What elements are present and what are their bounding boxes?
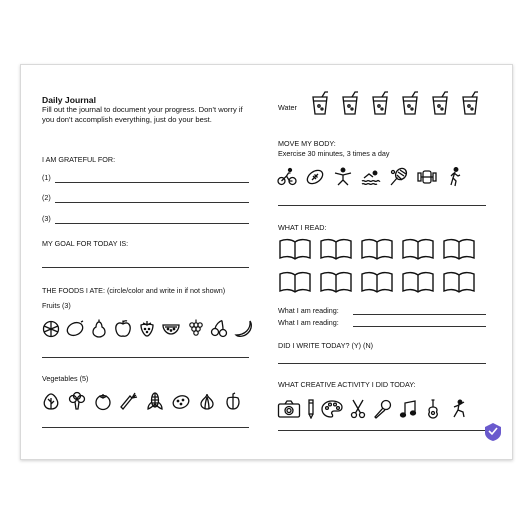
grateful-item-3: (3) <box>42 214 51 223</box>
tennis-icon[interactable] <box>389 167 409 187</box>
books-row-2 <box>278 271 476 293</box>
book-icon[interactable] <box>360 271 394 293</box>
reading-line-2[interactable] <box>353 326 486 327</box>
water-cup-icon[interactable] <box>401 91 419 115</box>
microphone-icon[interactable] <box>373 399 393 419</box>
guitar-icon[interactable] <box>423 399 443 419</box>
books-row-1 <box>278 238 476 260</box>
vegetables-line[interactable] <box>42 427 249 428</box>
book-icon[interactable] <box>442 271 476 293</box>
book-icon[interactable] <box>442 238 476 260</box>
cycling-icon[interactable] <box>277 167 297 187</box>
watermelon-icon[interactable] <box>161 318 181 338</box>
exercise-row <box>277 167 465 187</box>
journal-title: Daily Journal <box>42 95 96 105</box>
publisher-logo <box>483 422 503 442</box>
reading-label-2: What I am reading: <box>278 318 339 327</box>
grateful-line-3[interactable] <box>55 223 249 224</box>
lettuce-icon[interactable] <box>41 391 61 411</box>
grateful-item-2: (2) <box>42 193 51 202</box>
carrot-icon[interactable] <box>119 391 139 411</box>
fruits-line[interactable] <box>42 357 249 358</box>
swimming-icon[interactable] <box>361 167 381 187</box>
cherries-icon[interactable] <box>209 318 229 338</box>
fruits-label: Fruits (3) <box>42 301 71 310</box>
write-line[interactable] <box>278 363 486 364</box>
apple-icon[interactable] <box>113 318 133 338</box>
stretching-icon[interactable] <box>333 167 353 187</box>
water-label: Water <box>278 103 297 112</box>
book-icon[interactable] <box>319 238 353 260</box>
reading-label-1: What I am reading: <box>278 306 339 315</box>
corn-icon[interactable] <box>145 391 165 411</box>
grateful-item-1: (1) <box>42 173 51 182</box>
orange-icon[interactable] <box>41 318 61 338</box>
onion-icon[interactable] <box>197 391 217 411</box>
book-icon[interactable] <box>401 238 435 260</box>
dancer-icon[interactable] <box>448 399 468 419</box>
water-row <box>311 91 479 115</box>
banana-icon[interactable] <box>233 318 253 338</box>
book-icon[interactable] <box>360 238 394 260</box>
paint-palette-icon[interactable] <box>321 399 343 419</box>
strawberry-icon[interactable] <box>137 318 157 338</box>
grateful-heading: I AM GRATEFUL FOR: <box>42 155 116 164</box>
book-icon[interactable] <box>278 238 312 260</box>
book-icon[interactable] <box>278 271 312 293</box>
potato-icon[interactable] <box>171 391 191 411</box>
fruits-row <box>41 318 253 338</box>
grateful-line-1[interactable] <box>55 182 249 183</box>
water-cup-icon[interactable] <box>311 91 329 115</box>
grapes-icon[interactable] <box>185 318 205 338</box>
pepper-icon[interactable] <box>223 391 243 411</box>
scissors-icon[interactable] <box>348 399 368 419</box>
book-icon[interactable] <box>401 271 435 293</box>
pencil-icon[interactable] <box>306 399 316 419</box>
read-heading: WHAT I READ: <box>278 223 327 232</box>
walking-icon[interactable] <box>445 167 465 187</box>
music-note-icon[interactable] <box>398 399 418 419</box>
water-cup-icon[interactable] <box>461 91 479 115</box>
football-icon[interactable] <box>305 167 325 187</box>
creative-row <box>277 399 468 419</box>
weightlifting-icon[interactable] <box>417 167 437 187</box>
journal-intro: Fill out the journal to document your progress. Don't worry if you don't accomplish everything, just do your best. <box>42 105 243 125</box>
creative-heading: WHAT CREATIVE ACTIVITY I DID TODAY: <box>278 380 416 389</box>
vegetables-row <box>41 391 243 411</box>
creative-line[interactable] <box>278 430 486 431</box>
water-cup-icon[interactable] <box>371 91 389 115</box>
pear-icon[interactable] <box>89 318 109 338</box>
vegetables-label: Vegetables (5) <box>42 374 89 383</box>
lemon-icon[interactable] <box>65 318 85 338</box>
move-subheading: Exercise 30 minutes, 3 times a day <box>278 149 390 158</box>
journal-page <box>20 64 513 460</box>
goal-heading: MY GOAL FOR TODAY IS: <box>42 239 129 248</box>
reading-line-1[interactable] <box>353 314 486 315</box>
move-heading: MOVE MY BODY: <box>278 139 336 148</box>
tomato-icon[interactable] <box>93 391 113 411</box>
exercise-line[interactable] <box>278 205 486 206</box>
book-icon[interactable] <box>319 271 353 293</box>
goal-line[interactable] <box>42 267 249 268</box>
water-cup-icon[interactable] <box>431 91 449 115</box>
write-question: DID I WRITE TODAY? (Y) (N) <box>278 341 374 350</box>
broccoli-icon[interactable] <box>67 391 87 411</box>
grateful-line-2[interactable] <box>55 202 249 203</box>
water-cup-icon[interactable] <box>341 91 359 115</box>
camera-icon[interactable] <box>277 399 301 419</box>
foods-heading: THE FOODS I ATE: (circle/color and write in if not shown) <box>42 286 226 295</box>
